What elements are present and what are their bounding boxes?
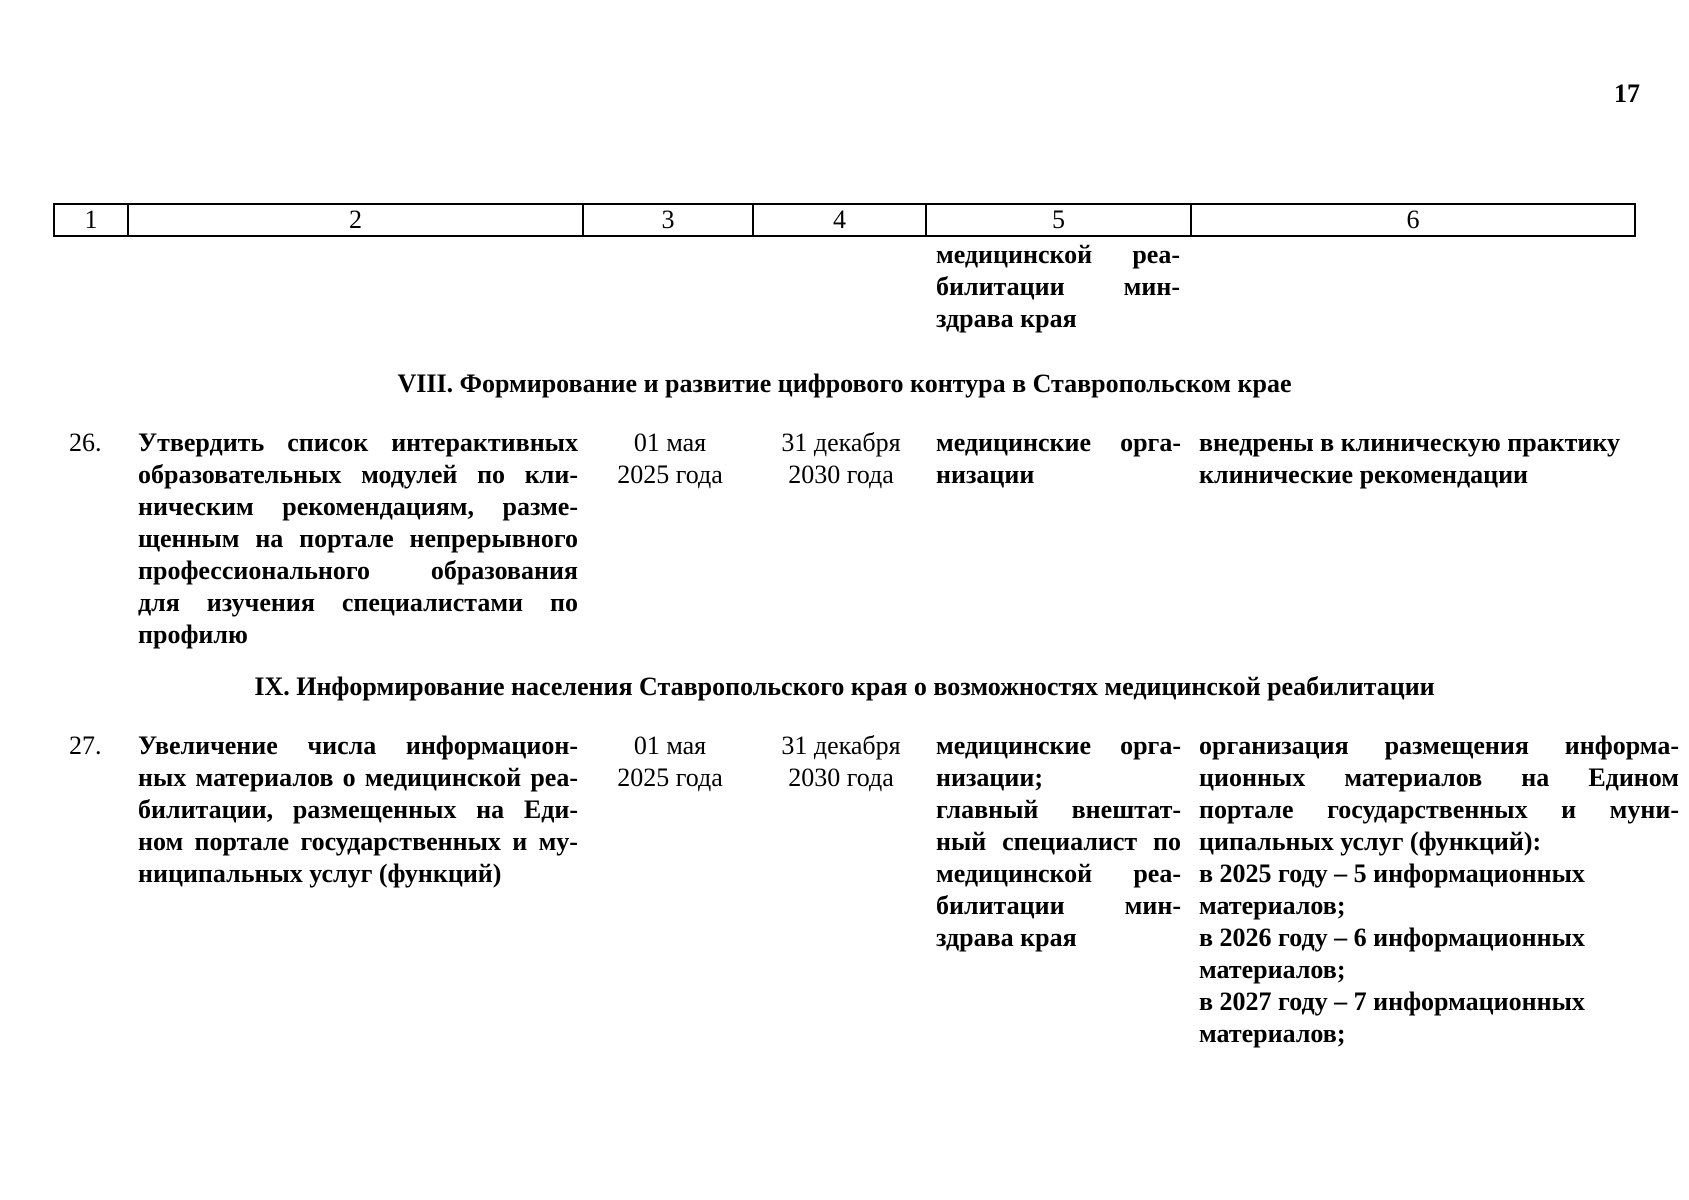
responsible-line: ный специалист по — [936, 827, 1181, 856]
start-date — [589, 427, 751, 491]
measure-description — [138, 730, 578, 890]
result-line: материалов; — [1199, 955, 1346, 984]
start-date-line: 01 мая — [633, 428, 707, 457]
responsible-line: медицинские орга- — [936, 731, 1181, 760]
result-line: ционных материалов на Едином — [1199, 763, 1679, 792]
section-title-viii: VIII. Формирование и развитие цифрового контура в Ставропольском крае — [397, 369, 1292, 398]
result-line: материалов; — [1199, 891, 1346, 920]
row-number: 27. — [69, 731, 102, 760]
responsible-line: билитации мин- — [936, 891, 1181, 920]
continuation-line: медицинской реа- — [936, 240, 1180, 269]
continuation-cell — [936, 239, 1180, 335]
result-line: портале государственных и муни- — [1199, 795, 1679, 824]
desc-line: ниципальных услуг (функций) — [138, 859, 502, 888]
desc-line: Утвердить список интерактивных — [138, 428, 578, 457]
responsible — [936, 730, 1181, 954]
end-date-line: 2030 года — [788, 763, 894, 792]
column-header-5: 5 — [927, 205, 1192, 235]
responsible-line: здрава края — [936, 923, 1077, 952]
desc-line: ническим рекомендациям, разме- — [138, 492, 578, 521]
column-header-3: 3 — [584, 205, 754, 235]
desc-line: щенным на портале непрерывного — [138, 524, 578, 553]
responsible-line: низации — [936, 460, 1035, 489]
start-date-line: 01 мая — [633, 731, 707, 760]
section-title-ix: IX. Информирование населения Ставропольского края о возможностях медицинской реабилитации — [254, 672, 1435, 701]
responsible — [936, 427, 1181, 491]
start-date-line: 2025 года — [617, 460, 723, 489]
result-line: в 2026 году – 6 информационных — [1199, 923, 1585, 952]
responsible-line: низации; — [936, 763, 1044, 792]
desc-line: профессионального образования — [138, 556, 578, 585]
result-line: материалов; — [1199, 1019, 1346, 1048]
start-date — [589, 730, 751, 794]
row-number: 26. — [69, 428, 102, 457]
result-line: клинические рекомендации — [1199, 460, 1529, 489]
end-date — [758, 730, 924, 794]
desc-line: ном портале государственных и му- — [138, 827, 578, 856]
start-date-line: 2025 года — [617, 763, 723, 792]
end-date-line: 31 декабря — [781, 428, 901, 457]
desc-line: для изучения специалистами по — [138, 588, 578, 617]
continuation-line: здрава края — [936, 304, 1077, 333]
result-line: организация размещения информа- — [1199, 731, 1679, 760]
desc-line: Увеличение числа информацион- — [138, 731, 578, 760]
measure-description — [138, 427, 578, 651]
column-header-6: 6 — [1406, 205, 1420, 234]
desc-line: профилю — [138, 620, 248, 649]
desc-line: образовательных модулей по кли- — [138, 460, 578, 489]
result-line: в 2025 году – 5 информационных — [1199, 859, 1585, 888]
expected-result — [1199, 730, 1679, 1050]
end-date-line: 31 декабря — [781, 731, 901, 760]
desc-line: билитации, размещенных на Еди- — [138, 795, 578, 824]
expected-result — [1199, 427, 1679, 491]
end-date-line: 2030 года — [788, 460, 894, 489]
responsible-line: медицинской реа- — [936, 859, 1181, 888]
responsible-line: главный внештат- — [936, 795, 1181, 824]
column-header-1: 1 — [55, 205, 129, 235]
end-date — [758, 427, 924, 491]
responsible-line: медицинские орга- — [936, 428, 1181, 457]
result-line: внедрены в клиническую практику — [1199, 428, 1621, 457]
page-number: 17 — [1614, 79, 1640, 108]
result-line: ципальных услуг (функций): — [1199, 827, 1542, 856]
result-line: в 2027 году – 7 информационных — [1199, 987, 1585, 1016]
continuation-line: билитации мин- — [936, 272, 1180, 301]
column-header-4: 4 — [754, 205, 927, 235]
desc-line: ных материалов о медицинской реа- — [138, 763, 578, 792]
column-header-2: 2 — [129, 205, 584, 235]
table-header-row — [53, 203, 1636, 237]
